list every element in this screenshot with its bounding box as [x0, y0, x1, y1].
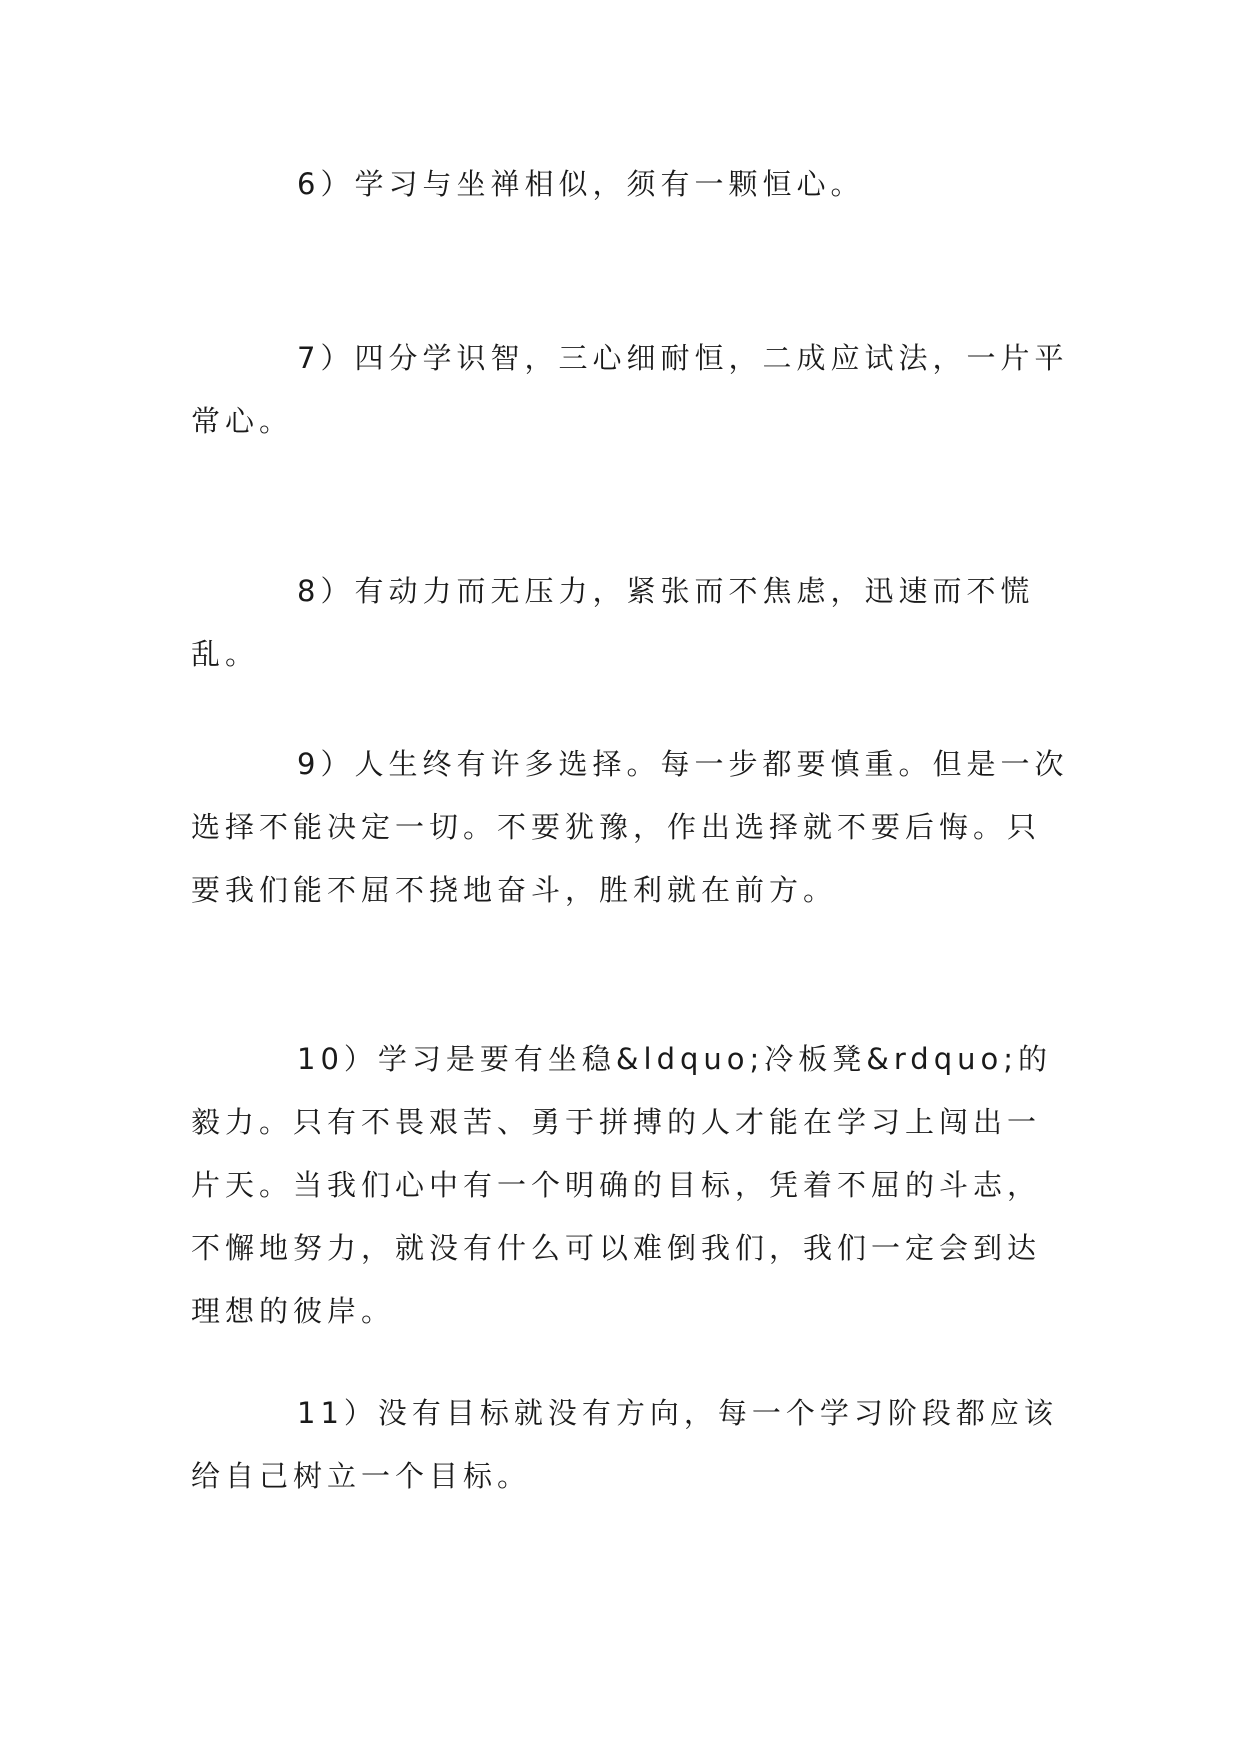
paragraph-10: 10）学习是要有坐稳&ldquo;冷板凳&rdquo;的毅力。只有不畏艰苦、勇于拼搏的人才能在学习上闯出一片天。当我们心中有一个明确的目标，凭着不屈的斗志，不懈地努力，就没有什么可以难倒我们，我们一定会到达理想的彼岸。: [191, 1042, 1053, 1328]
paragraph-11: 11）没有目标就没有方向，每一个学习阶段都应该给自己树立一个目标。: [191, 1396, 1058, 1493]
paragraph-9: 9）人生终有许多选择。每一步都要慎重。但是一次选择不能决定一切。不要犹豫，作出选择就不要后悔。只要我们能不屈不挠地奋斗，胜利就在前方。: [191, 747, 1069, 907]
paragraph-6: 6）学习与坐禅相似，须有一颗恒心。: [297, 167, 865, 201]
paragraph-8: 8）有动力而无压力，紧张而不焦虑，迅速而不慌乱。: [191, 574, 1035, 671]
paragraph-7: 7）四分学识智，三心细耐恒，二成应试法，一片平常心。: [191, 341, 1069, 438]
